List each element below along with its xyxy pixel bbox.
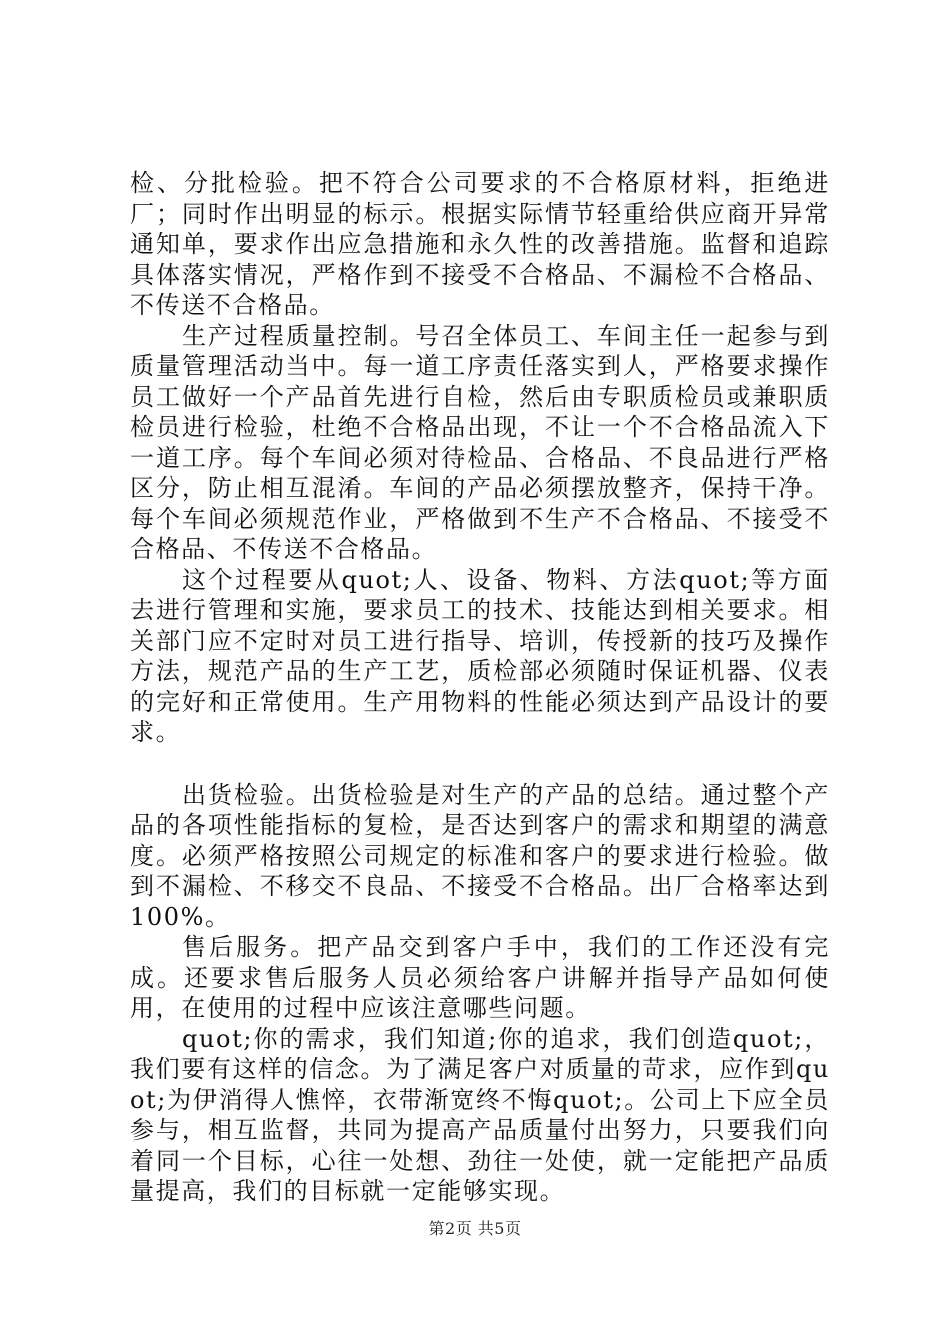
paragraph-spacer xyxy=(130,748,830,780)
paragraph-after-sales-service: 售后服务。把产品交到客户手中，我们的工作还没有完成。还要求售后服务人员必须给客户讲解并指导产品如何使用，在使用的过程中应该注意哪些问题。 xyxy=(130,933,830,1022)
paragraph-closing-statement: quot;你的需求，我们知道;你的追求，我们创造quot;，我们要有这样的信念。为了满足客户对质量的苛求，应作到quot;为伊消得人憔悴，衣带渐宽终不悔quot;。公司上下应全员参与，相互监督，共同为提高产品质量付出努力，只要我们向着同一个目标，心往一处想、劲往一处使，就一定能把产品质量提高，我们的目标就一定能够实现。 xyxy=(130,1024,830,1205)
paragraph-inspection-continued: 检、分批检验。把不符合公司要求的不合格原材料，拒绝进厂；同时作出明显的标示。根据实际情节轻重给供应商开异常通知单，要求作出应急措施和永久性的改善措施。监督和追踪具体落实情况，严格作到不接受不合格品、不漏检不合格品、不传送不合格品。 xyxy=(130,169,830,319)
paragraph-process-management: 这个过程要从quot;人、设备、物料、方法quot;等方面去进行管理和实施，要求员工的技术、技能达到相关要求。相关部门应不定时对员工进行指导、培训，传授新的技巧及操作方法，规范产品的生产工艺，质检部必须随时保证机器、仪表的完好和正常使用。生产用物料的性能必须达到产品设计的要求。 xyxy=(130,565,830,746)
page-number-footer: 第2页 共5页 xyxy=(428,1219,522,1238)
paragraph-shipping-inspection: 出货检验。出货检验是对生产的产品的总结。通过整个产品的各项性能指标的复检，是否达到客户的需求和期望的满意度。必须严格按照公司规定的标准和客户的要求进行检验。做到不漏检、不移交不良品、不接受不合格品。出厂合格率达到100%。 xyxy=(130,780,830,931)
paragraph-production-quality-control: 生产过程质量控制。号召全体员工、车间主任一起参与到质量管理活动当中。每一道工序责任落实到人，严格要求操作员工做好一个产品首先进行自检，然后由专职质检员或兼职质检员进行检验，杜绝不合格品出现，不让一个不合格品流入下一道工序。每个车间必须对待检品、合格品、不良品进行严格区分，防止相互混淆。车间的产品必须摆放整齐，保持干净。每个车间必须规范作业，严格做到不生产不合格品、不接受不合格品、不传送不合格品。 xyxy=(130,321,830,563)
document-body xyxy=(130,168,830,1207)
